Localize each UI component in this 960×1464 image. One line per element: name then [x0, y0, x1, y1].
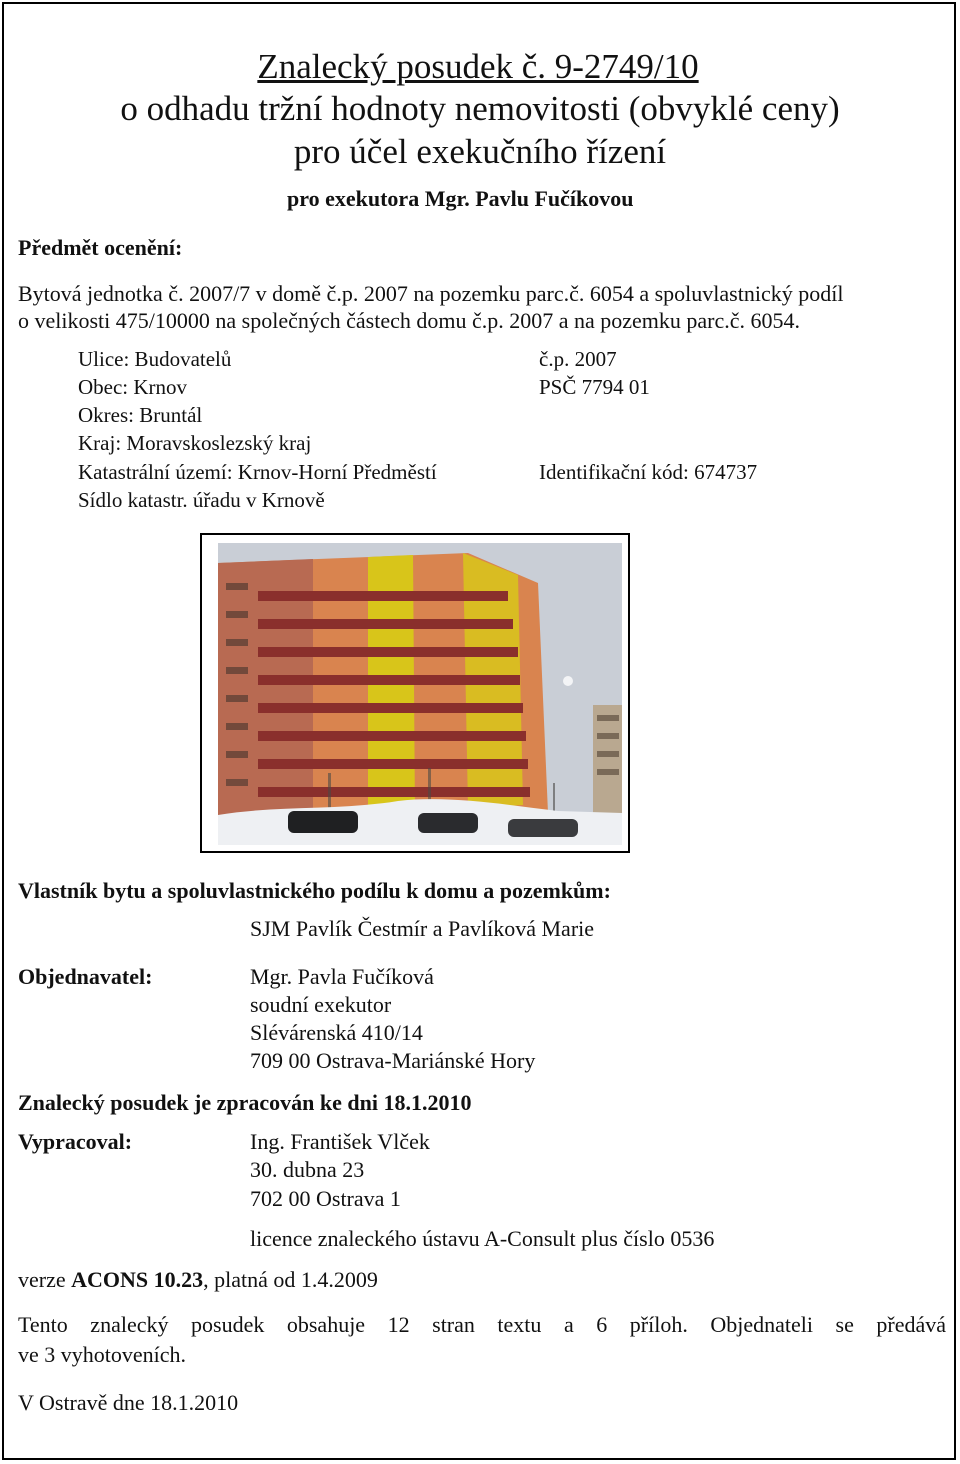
place-and-date: V Ostravě dne 18.1.2010 [18, 1390, 239, 1415]
client-role: soudní exekutor [250, 992, 392, 1017]
author-heading: Vypracoval: [18, 1129, 133, 1154]
report-date-line: Znalecký posudek je zpracován ke dni 18.1.2010 [18, 1090, 472, 1115]
owner-heading: Vlastník bytu a spoluvlastnického podílu k domu a pozemkům: [18, 878, 611, 903]
report-title: Znalecký posudek č. 9-2749/10 [257, 47, 699, 86]
subject-description-line1: Bytová jednotka č. 2007/7 v domě č.p. 2007 na pozemku parc.č. 6054 a spoluvlastnický podíl [18, 281, 844, 306]
address-cadastre-office: Sídlo katastr. úřadu v Krnově [78, 488, 325, 512]
contents-line2: ve 3 vyhotoveních. [18, 1342, 187, 1367]
building-photo [200, 533, 630, 853]
version-suffix: , platná od 1.4.2009 [203, 1267, 378, 1292]
address-zip: PSČ 7794 01 [539, 375, 650, 399]
client-city: 709 00 Ostrava-Mariánské Hory [250, 1048, 536, 1073]
author-street: 30. dubna 23 [250, 1157, 365, 1182]
client-heading: Objednavatel: [18, 964, 153, 989]
client-name: Mgr. Pavla Fučíková [250, 964, 434, 989]
version-name: ACONS 10.23 [71, 1267, 204, 1292]
address-district: Okres: Bruntál [78, 403, 203, 427]
author-name: Ing. František Vlček [250, 1129, 430, 1154]
address-number: č.p. 2007 [539, 347, 617, 371]
subject-heading: Předmět ocenění: [18, 235, 183, 260]
photo-car [288, 811, 358, 833]
building-photo-image [218, 543, 622, 845]
owner-name: SJM Pavlík Čestmír a Pavlíková Marie [250, 916, 595, 941]
author-city: 702 00 Ostrava 1 [250, 1186, 401, 1211]
version-prefix: verze [18, 1267, 72, 1292]
address-city: Obec: Krnov [78, 375, 188, 399]
address-cadastre: Katastrální území: Krnov-Horní Předměstí [78, 460, 437, 484]
address-cadastre-code: Identifikační kód: 674737 [539, 460, 758, 484]
address-street: Ulice: Budovatelů [78, 347, 232, 371]
contents-line1: Tento znalecký posudek obsahuje 12 stran textu a 6 příloh. Objednateli se předává [18, 1312, 946, 1337]
address-region: Kraj: Moravskoslezský kraj [78, 431, 312, 455]
client-street: Slévárenská 410/14 [250, 1020, 423, 1045]
subject-description-line2: o velikosti 475/10000 na společných částech domu č.p. 2007 a na pozemku parc.č. 6054. [18, 308, 801, 333]
photo-moon [563, 676, 573, 686]
report-subtitle: o odhadu tržní hodnoty nemovitosti (obvyklé ceny) [120, 89, 840, 128]
software-version [18, 1266, 378, 1293]
author-license: licence znaleckého ústavu A-Consult plus číslo 0536 [250, 1226, 715, 1251]
report-purpose: pro účel exekučního řízení [293, 132, 667, 171]
report-recipient: pro exekutora Mgr. Pavlu Fučíkovou [287, 186, 634, 211]
